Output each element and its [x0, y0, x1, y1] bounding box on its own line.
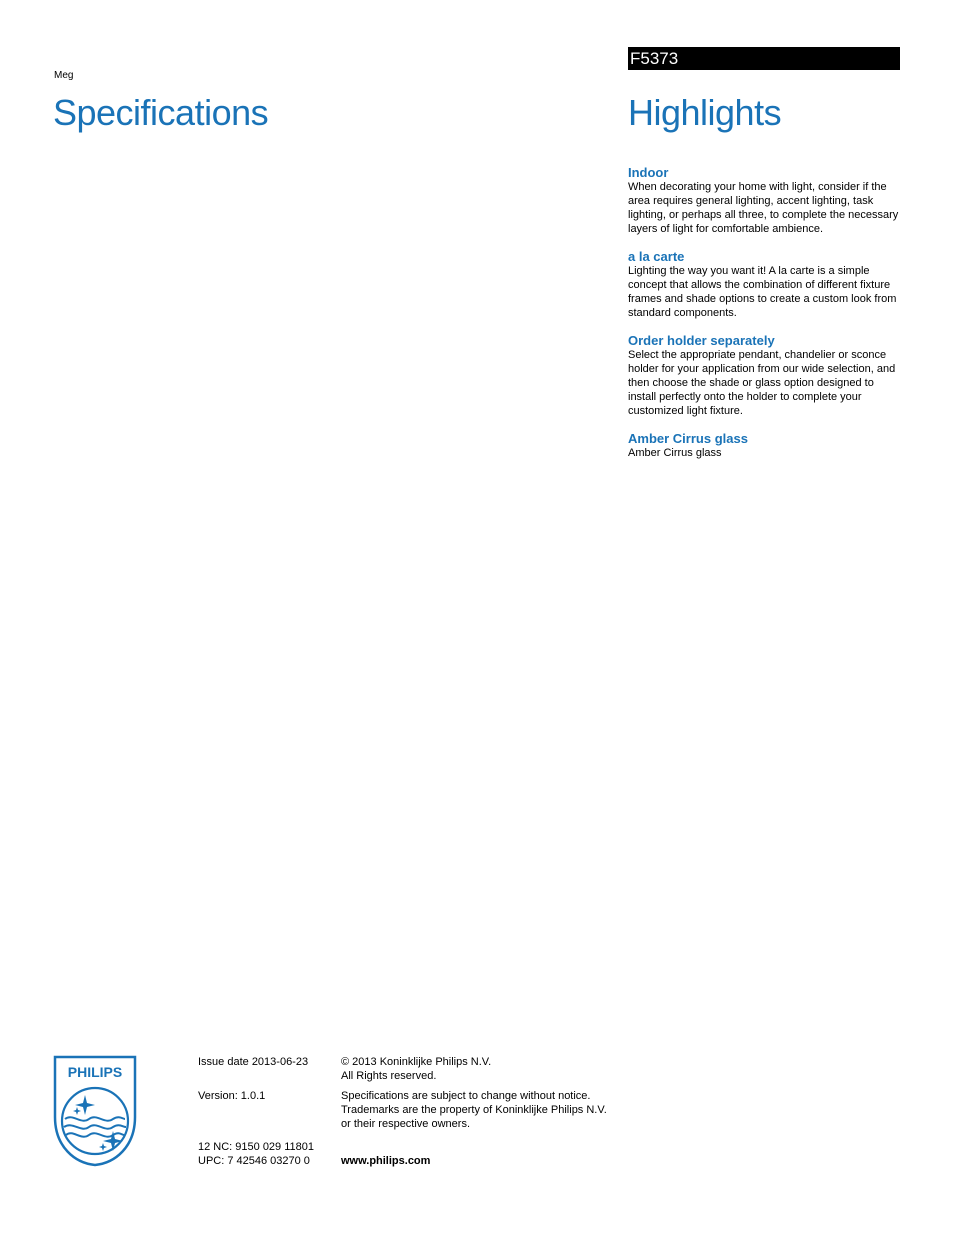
model-number: F5373: [630, 49, 679, 68]
copyright: [341, 1055, 491, 1083]
highlight-item: [628, 249, 903, 320]
copyright-line: © 2013 Koninklijke Philips N.V.: [341, 1056, 492, 1068]
highlights-list: [628, 165, 903, 473]
version: Version: 1.0.1: [198, 1090, 266, 1102]
disclaimer-line: Specifications are subject to change without notice.: [341, 1090, 591, 1102]
highlight-heading: a la carte: [628, 249, 685, 264]
logo-wordmark: PHILIPS: [67, 1064, 123, 1080]
star-icon: [73, 1107, 81, 1115]
highlight-body: Select the appropriate pendant, chandelier or sconce holder for your application from our wide selection, and then choose the shade or glass option designed to install perfectly onto the holder to complete your customized light fixture.: [628, 349, 896, 417]
philips-shield-logo: [53, 1055, 137, 1167]
product-family: Meg: [54, 70, 74, 81]
website-link[interactable]: www.philips.com: [341, 1155, 431, 1167]
upc-code: UPC: 7 42546 03270 0: [198, 1155, 310, 1167]
highlight-item: [628, 333, 903, 418]
model-number-bar: [628, 47, 900, 70]
highlights-title: Highlights: [628, 92, 782, 133]
copyright-line: All Rights reserved.: [341, 1070, 437, 1082]
highlight-body: When decorating your home with light, consider if the area requires general lighting, accent lighting, task lighting, or perhaps all three, to complete the necessary layers of light for comfortable ambience.: [628, 181, 899, 235]
product-codes: [198, 1140, 314, 1168]
highlight-body: Amber Cirrus glass: [628, 447, 722, 459]
highlight-heading: Amber Cirrus glass: [628, 431, 748, 446]
specifications-title: Specifications: [53, 92, 269, 133]
highlight-item: [628, 165, 903, 236]
disclaimer: [341, 1089, 607, 1131]
highlight-item: [628, 431, 903, 460]
nc-code: 12 NC: 9150 029 11801: [198, 1141, 314, 1153]
disclaimer-line: or their respective owners.: [341, 1118, 470, 1130]
disclaimer-line: Trademarks are the property of Koninklijke Philips N.V.: [341, 1104, 607, 1116]
issue-date: Issue date 2013-06-23: [198, 1056, 309, 1068]
star-icon: [99, 1143, 107, 1151]
highlight-heading: Indoor: [628, 165, 669, 180]
highlight-heading: Order holder separately: [628, 333, 775, 348]
highlight-body: Lighting the way you want it! A la carte is a simple concept that allows the combination of different fixture frames and shade options to create a custom look from standard components.: [628, 265, 897, 319]
